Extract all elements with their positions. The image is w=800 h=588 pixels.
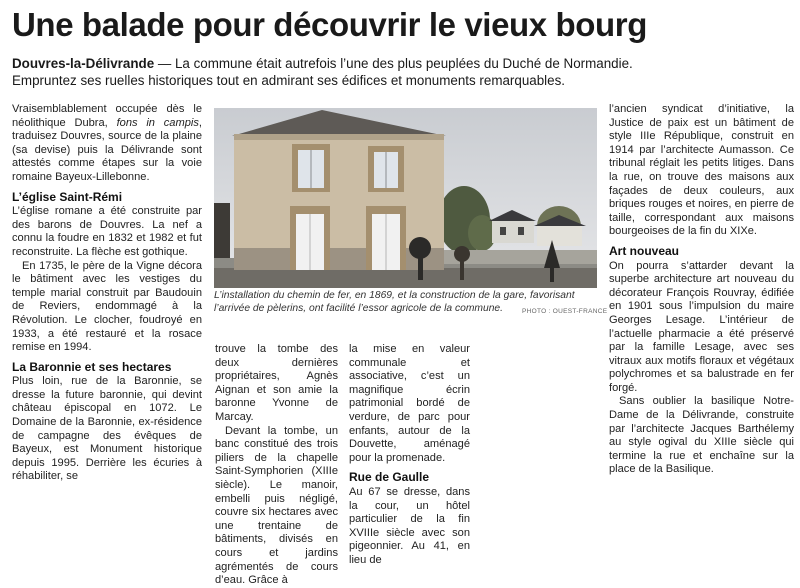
column-3: [349, 343, 470, 568]
heading-baronnie: La Baronnie et ses hectares: [12, 359, 172, 374]
article-headline: Une balade pour découvrir le vieux bourg: [12, 6, 647, 43]
column-2: [215, 343, 338, 588]
col2-paragraph-2: Devant la tombe, un banc constitué des trois piliers de la chapelle Saint-Symphorien (XIIIe siècle). Le manoir, embelli puis négligé, couvre six hectares avec une trentaine de bâtiments, divisés en cours et jardins agrémentés de cours d’eau. Grâce à: [215, 424, 338, 587]
intro-text-a: Vraisemblablement occupée dès le néolithique Dubra,: [12, 103, 202, 129]
photo-credit: PHOTO : OUEST-FRANCE: [522, 308, 608, 315]
intro-paragraph: [12, 103, 202, 185]
heading-eglise: L’église Saint-Rémi: [12, 189, 123, 204]
column-4: [609, 103, 794, 477]
station-photo-illustration: [214, 108, 597, 288]
art-paragraph-1: On pourra s’attarder devant la superbe architecture art nouveau du décorateur François Rouvray, édifiée en 1901 sous l’impulsion du maire Georges Lesage. L’intérieur de l’actuelle pharmacie a été préservé par la famille Lesage, avec ses vitraux aux motifs floraux et végétaux polychromes et sa balustrade en fer forgé.: [609, 259, 794, 394]
intro-text-b: , traduisez Douvres, source de la plaine (sa devise) puis la Délivrande sont attestés comme étapes sur la voie romaine Bayeux-Lillebonne.: [12, 116, 202, 183]
intro-latin: fons in campis: [116, 116, 199, 129]
photo-caption: L’installation du chemin de fer, en 1869, et la construction de la gare, favorisant l’arrivée de pèlerins, ont facilité l’essor agricole de la commune.: [214, 290, 575, 314]
column-1: [12, 103, 202, 484]
col2-paragraph-1: trouve la tombe des deux dernières propriétaires, Agnès Aignan et son amie la baronne Yvonne de Marcay.: [215, 343, 338, 423]
lead-text: — La commune était autrefois l’une des plus peuplées du Duché de Normandie. Empruntez ses ruelles historiques tout en admirant ses édifices et monuments remarquables.: [12, 56, 633, 88]
eglise-paragraph-2: En 1735, le père de la Vigne décora le bâtiment avec les vestiges du temple marial construit par Baudouin de Reviers, endommagé à la Révolution. Le clocher, foudroyé en 1933, a été restauré et la rosace remise en 1994.: [12, 259, 202, 354]
baronnie-paragraph-1: Plus loin, rue de la Baronnie, se dresse la future baronnie, qui devint château épiscopal en 1072. Le Domaine de la Baronnie, ex-résidence de campagne des évêques de Bayeux, est Monument historique depuis 1995. Derrière les écuries à réhabiliter, se: [12, 375, 202, 483]
gaulle-paragraph-1: Au 67 se dresse, dans la cour, un hôtel particulier de la fin XVIIIe siècle avec son pigeonnier. Au 41, en lieu de: [349, 485, 470, 566]
station-photo: [214, 108, 597, 288]
article-lead: [12, 55, 692, 89]
art-paragraph-2: Sans oublier la basilique Notre-Dame de la Délivrande, construite par l’architecte Jacques Barthélemy au style ogival du XIIIe siècle qui termine la rue et enchaîne sur la place de la Basilique.: [609, 395, 794, 476]
col3-paragraph-1: la mise en valeur communale et associative, c’est un magnifique écrin patrimonial bordé de verdure, de parc pour enfants, autour de la Douvette, aménagé pour la promenade.: [349, 343, 470, 464]
heading-rue-de-gaulle: Rue de Gaulle: [349, 470, 430, 485]
col4-paragraph-1: l’ancien syndicat d’initiative, la Justice de paix est un bâtiment de style IIIe République, construit en 1914 par l’architecte Aumasson. Ce tribunal réglait les petits litiges. Dans la rue, on trouve des maisons aux façades de deux couleurs, aux briques rouges et noires, en pierre de taille, correspondant aux maisons bourgeoises de la fin du XIXe.: [609, 103, 794, 238]
lead-place: Douvres-la-Délivrande: [12, 56, 155, 71]
heading-art-nouveau: Art nouveau: [609, 243, 680, 258]
eglise-paragraph-1: L’église romane a été construite par des barons de Douvres. La nef a connu la foudre en 1832 et 1982 et fut reconstruite. La flèche est gothique.: [12, 205, 202, 258]
